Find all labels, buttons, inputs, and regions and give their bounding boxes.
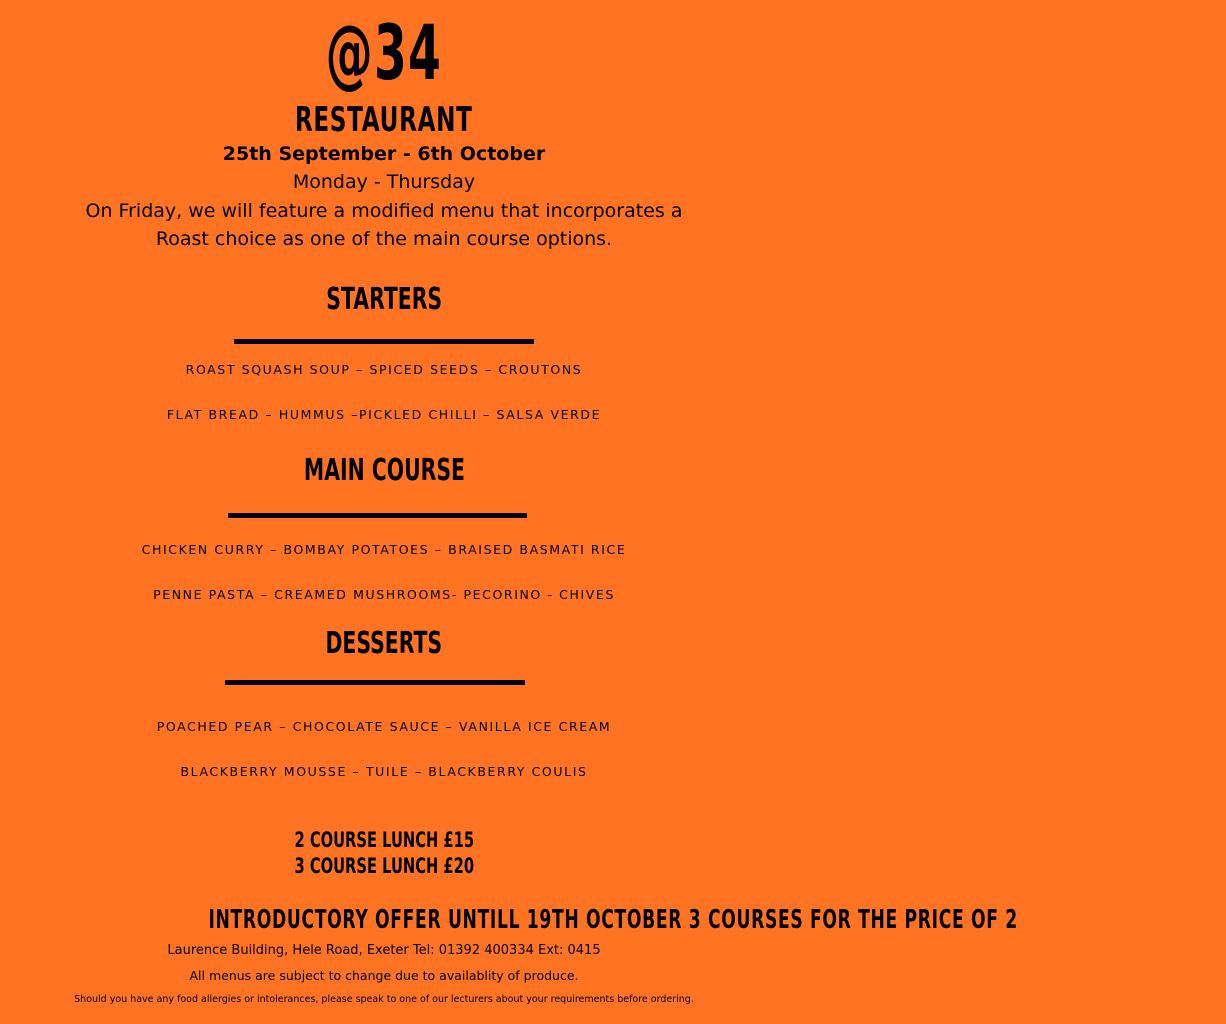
- three-course-price: [0, 853, 768, 879]
- two-course-price: [0, 827, 768, 853]
- desserts-heading: [0, 624, 768, 664]
- friday-note-line-2: Roast choice as one of the main course options.: [155, 228, 613, 250]
- introductory-offer-text: INTRODUCTORY OFFER UNTILL 19TH OCTOBER 3 COURSES FOR THE PRICE OF 2: [208, 905, 1018, 935]
- main-course-item: PENNE PASTA – CREAMED MUSHROOMS- PECORINO - CHIVES: [153, 587, 615, 602]
- restaurant-title: [0, 98, 768, 142]
- date-range: 25th September - 6th October: [222, 143, 546, 165]
- dessert-item: POACHED PEAR – CHOCOLATE SAUCE – VANILLA ICE CREAM: [156, 719, 612, 734]
- desserts-divider: [225, 680, 525, 685]
- allergy-notice: Should you have any food allergies or intolerances, please speak to one of our lecturers about your requirements before ordering.: [74, 994, 694, 1005]
- menu-change-notice: All menus are subject to change due to availablity of produce.: [189, 968, 579, 983]
- starters-heading-text: STARTERS: [326, 282, 442, 317]
- contact-address: Laurence Building, Hele Road, Exeter Tel: 01392 400334 Ext: 0415: [167, 943, 601, 958]
- main-course-item: CHICKEN CURRY – BOMBAY POTATOES – BRAISED BASMATI RICE: [141, 542, 627, 557]
- service-days: Monday - Thursday: [292, 171, 476, 193]
- friday-note: [0, 197, 768, 253]
- desserts-heading-text: DESSERTS: [325, 626, 443, 661]
- starters-divider: [234, 339, 534, 344]
- starter-item: ROAST SQUASH SOUP – SPICED SEEDS – CROUTONS: [185, 362, 583, 377]
- restaurant-logo: [0, 8, 768, 98]
- two-course-price-text: 2 COURSE LUNCH £15: [294, 828, 474, 852]
- main-course-heading: [0, 451, 768, 491]
- dessert-item: BLACKBERRY MOUSSE – TUILE – BLACKBERRY COULIS: [180, 764, 588, 779]
- price-list: [0, 827, 768, 879]
- starter-item: FLAT BREAD – HUMMUS –PICKLED CHILLI – SALSA VERDE: [166, 407, 602, 422]
- logo-text: @34: [325, 8, 443, 97]
- three-course-price-text: 3 COURSE LUNCH £20: [294, 854, 474, 878]
- main-course-heading-text: MAIN COURSE: [303, 453, 465, 488]
- main-course-divider: [228, 513, 527, 518]
- restaurant-title-text: RESTAURANT: [295, 100, 473, 140]
- friday-note-line-1: On Friday, we will feature a modified menu that incorporates a: [85, 200, 683, 222]
- starters-heading: [0, 280, 768, 320]
- introductory-offer: [0, 900, 1018, 940]
